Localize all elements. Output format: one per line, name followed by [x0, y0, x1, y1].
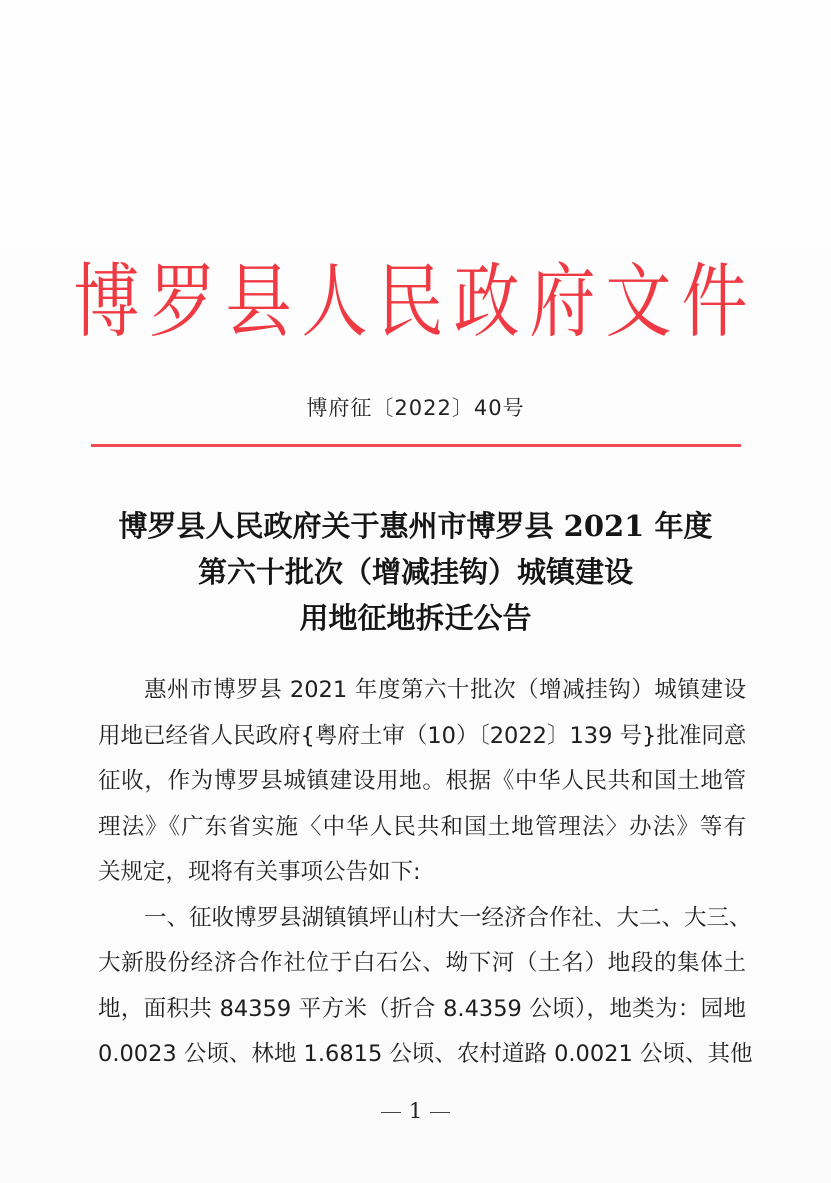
body-line: 理法》《广东省实施〈中华人民共和国土地管理法〉办法》等有	[98, 813, 746, 840]
body-line: 大新股份经济合作社位于白石公、坳下河（土名）地段的集体土	[98, 950, 746, 976]
body-line: 0.0023 公顷、林地 1.6815 公顷、农村道路 0.0021 公顷、其他	[98, 1041, 753, 1067]
notice-title	[0, 503, 831, 641]
page-number: 1	[408, 1099, 423, 1123]
body-line-section-one: 一、征收博罗县湖镇镇坪山村大一经济合作社、大二、大三、	[144, 904, 752, 931]
title-line: 博罗县人民政府关于惠州市博罗县 2021 年度	[118, 509, 713, 543]
title-line: 用地征地拆迁公告	[299, 601, 532, 635]
title-line: 第六十批次（增减挂钩）城镇建设	[197, 555, 633, 589]
document-number: 博府征〔2022〕40号	[306, 396, 525, 420]
body-line: 用地已经省人民政府{粤府土审（10）〔2022〕139 号}批准同意	[98, 722, 747, 749]
body-line: 惠州市博罗县 2021 年度第六十批次（增减挂钩）城镇建设	[144, 677, 746, 703]
body-line: 征收，作为博罗县城镇建设用地。根据《中华人民共和国土地管	[98, 768, 746, 794]
dash-right	[430, 1112, 450, 1113]
body-line: 关规定，现将有关事项公告如下:	[98, 859, 421, 885]
dash-left	[381, 1112, 401, 1113]
notice-body	[98, 668, 753, 1078]
body-line: 地，面积共 84359 平方米（折合 8.4359 公顷），地类为：园地	[98, 995, 746, 1022]
masthead-title: 博罗县人民政府文件	[73, 255, 758, 350]
page-footer	[0, 1099, 831, 1123]
red-divider-line	[91, 444, 741, 447]
